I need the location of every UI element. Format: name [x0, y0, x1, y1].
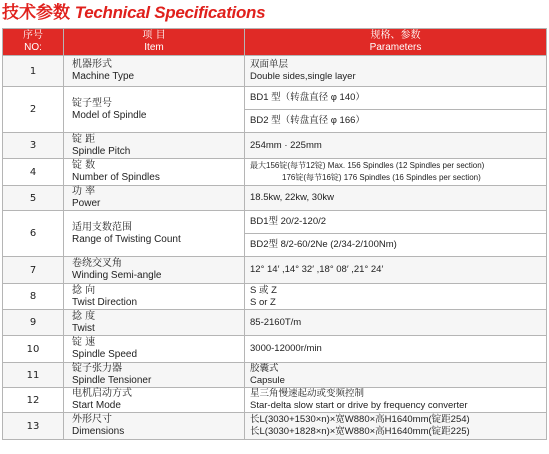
row-param: [245, 257, 547, 284]
item-zh: 锭 距: [72, 133, 96, 145]
header-no-en: NO:: [24, 42, 42, 53]
item-en: Twist Direction: [72, 296, 138, 308]
row-item: [64, 211, 245, 257]
row-item: [64, 257, 245, 284]
table-row: [3, 56, 547, 87]
table-row: [3, 413, 547, 440]
header-item: [64, 29, 245, 56]
table-row: [3, 87, 547, 133]
param-line: 254mm · 225mm: [250, 139, 322, 151]
item-zh: 捻 度: [72, 310, 96, 322]
title-en: Technical Specifications: [74, 3, 266, 22]
row-param: [245, 310, 547, 336]
row-item: [64, 159, 245, 186]
row-no: 10: [3, 336, 64, 363]
row-no: 13: [3, 413, 64, 440]
row-param: [245, 284, 547, 310]
row-no: 1: [3, 56, 64, 87]
row-param: [245, 336, 547, 363]
item-en: Spindle Pitch: [72, 145, 131, 157]
header-param-en: Parameters: [369, 42, 422, 53]
param-line: 3000-12000r/min: [250, 343, 322, 354]
item-zh: 锭 速: [72, 337, 96, 348]
row-param: [245, 388, 547, 413]
row-no: 7: [3, 257, 64, 284]
row-item: [64, 56, 245, 87]
row-param: [245, 363, 547, 388]
header-no-zh: 序号: [23, 30, 43, 41]
row-no: 5: [3, 186, 64, 211]
title-zh: 技术参数: [2, 3, 70, 22]
param-line: Capsule: [250, 375, 285, 386]
item-zh: 机器形式: [72, 59, 112, 70]
item-en: Model of Spindle: [72, 109, 147, 121]
item-zh: 锭子型号: [72, 97, 112, 109]
item-zh: 适用支数范围: [72, 221, 132, 233]
table-row: [3, 211, 547, 257]
row-no: 3: [3, 133, 64, 159]
param-line: 12° 14′ ,14° 32′ ,18° 08′ ,21° 24′: [250, 264, 384, 275]
param-line: BD2型 8/2-60/2Ne (2/34-2/100Nm): [245, 233, 546, 256]
header-item-en: Item: [144, 42, 164, 53]
item-en: Start Mode: [72, 400, 121, 411]
header-no: [3, 29, 64, 56]
table-row: [3, 310, 547, 336]
param-line: 长L(3030+1530×n)×宽W880×高H1640mm(锭距254): [250, 414, 470, 425]
item-zh: 锭 数: [72, 160, 96, 171]
row-item: [64, 284, 245, 310]
header-param: [245, 29, 547, 56]
row-no: 4: [3, 159, 64, 186]
param-line: 胶囊式: [250, 363, 279, 374]
item-en: Machine Type: [72, 71, 135, 82]
item-en: Dimensions: [72, 426, 125, 437]
item-zh: 锭子张力器: [72, 363, 122, 374]
row-param: [245, 56, 547, 87]
row-param: [245, 133, 547, 159]
row-param: [245, 87, 547, 133]
item-zh: 电机启动方式: [72, 388, 132, 399]
item-zh: 卷绕交叉角: [72, 258, 122, 269]
param-line: BD1 型（转盘直径 φ 140）: [250, 92, 365, 103]
param-line: BD2 型（转盘直径 φ 166）: [245, 109, 546, 132]
item-en: Spindle Tensioner: [72, 375, 152, 386]
item-en: Power: [72, 198, 101, 209]
param-line: Double sides,single layer: [250, 71, 356, 82]
item-en: Number of Spindles: [72, 172, 160, 183]
table-row: [3, 133, 547, 159]
param-line: 长L(3030+1828×n)×宽W880×高H1640mm(锭距225): [250, 426, 470, 437]
table-row: [3, 284, 547, 310]
item-en: Range of Twisting Count: [72, 233, 181, 245]
param-line: 176锭(每节16锭) 176 Spindles (16 Spindles per section): [282, 173, 481, 182]
row-item: [64, 388, 245, 413]
param-line: BD1型 20/2-120/2: [250, 216, 327, 227]
param-line: 85-2160T/m: [250, 316, 302, 328]
row-param: [245, 413, 547, 440]
row-no: 8: [3, 284, 64, 310]
table-row: [3, 159, 547, 186]
param-line: Star-delta slow start or drive by frequency converter: [250, 400, 468, 411]
row-no: 2: [3, 87, 64, 133]
table-header-row: [3, 29, 547, 56]
param-line: S 或 Z: [250, 284, 277, 296]
row-param: [245, 186, 547, 211]
row-item: [64, 133, 245, 159]
row-item: [64, 413, 245, 440]
page-title: [2, 2, 265, 24]
table-row: [3, 336, 547, 363]
row-no: 9: [3, 310, 64, 336]
item-en: Spindle Speed: [72, 349, 138, 360]
spec-table: [2, 28, 547, 440]
table-row: [3, 388, 547, 413]
param-line: 星三角慢速起动或变频控制: [250, 388, 365, 399]
header-item-zh: 项 目: [142, 30, 166, 41]
row-item: [64, 186, 245, 211]
item-zh: 捻 向: [72, 284, 96, 296]
row-no: 6: [3, 211, 64, 257]
row-item: [64, 363, 245, 388]
row-no: 12: [3, 388, 64, 413]
param-line: 18.5kw, 22kw, 30kw: [250, 192, 334, 203]
table-row: [3, 257, 547, 284]
param-line: S or Z: [250, 296, 276, 308]
table-row: [3, 363, 547, 388]
row-param: [245, 159, 547, 186]
item-zh: 功 率: [72, 186, 96, 197]
row-item: [64, 310, 245, 336]
row-param: [245, 211, 547, 257]
row-item: [64, 336, 245, 363]
item-zh: 外形尺寸: [72, 414, 112, 425]
row-no: 11: [3, 363, 64, 388]
table-row: [3, 186, 547, 211]
param-line: 最大156锭(每节12锭) Max. 156 Spindles (12 Spindles per section): [250, 161, 485, 170]
param-line: 双面单层: [250, 59, 289, 70]
item-en: Twist: [72, 322, 95, 334]
header-param-zh: 规格、参数: [370, 30, 421, 41]
row-item: [64, 87, 245, 133]
item-en: Winding Semi-angle: [72, 270, 162, 281]
